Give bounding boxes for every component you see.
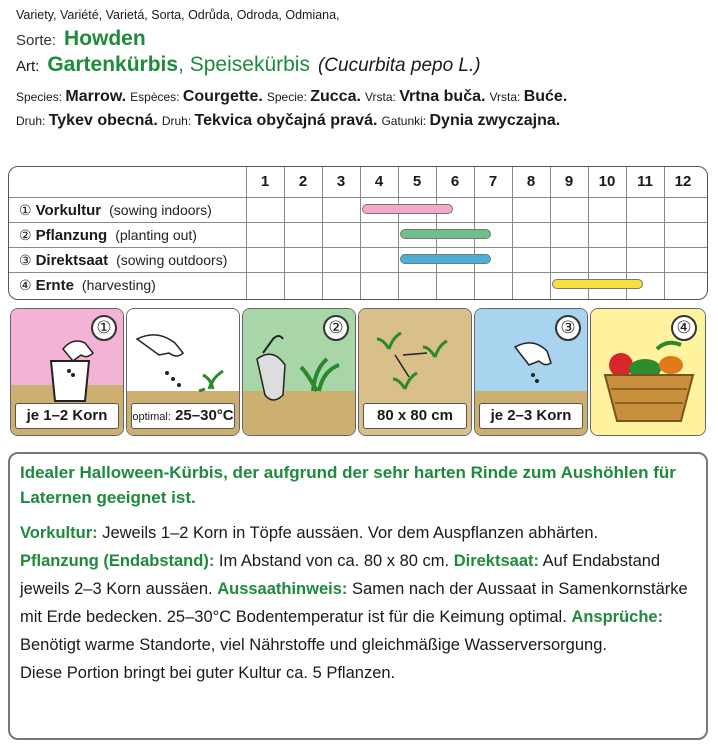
month-header: 5: [412, 173, 422, 190]
art-value-bold: Gartenkürbis: [47, 53, 179, 76]
month-header: 10: [598, 173, 616, 190]
species-value: Zucca.: [310, 88, 361, 105]
aussaat-text: Samen nach der Aussaat in Samenkornstärke mit Erde bedecken. 25–30°C Bodentemperatur ist für die Keimung optimal.: [20, 580, 688, 626]
step-translation: (sowing indoors): [109, 202, 212, 218]
calendar-row: [9, 247, 707, 272]
month-header: 12: [674, 173, 692, 190]
month-header: 9: [564, 173, 574, 190]
panel-2-caption: [131, 403, 235, 429]
direktsaat-text: Auf Endabstand jeweils 2–3 Korn aussäen.: [20, 552, 661, 598]
calendar-row: [9, 272, 707, 297]
art-latin: (Cucurbita pepo L.): [317, 55, 481, 76]
calendar-row: [9, 197, 707, 222]
panel-planting-out: [242, 308, 356, 436]
panel-1-caption: je 1–2 Korn: [15, 403, 119, 429]
sowing-calendar: [8, 166, 708, 300]
pflanzung-text: Im Abstand von ca. 80 x 80 cm.: [214, 552, 454, 570]
step-number: ①: [19, 202, 32, 218]
panel-4-caption: 80 x 80 cm: [363, 403, 467, 429]
aussaat-key: Aussaathinweis:: [217, 580, 348, 598]
species-value: Marrow.: [65, 88, 127, 105]
panel-harvest: [590, 308, 706, 436]
step-name: Ernte: [35, 277, 74, 294]
variety-line: Variety, Variété, Varietá, Sorta, Odrůda, Odroda, Odmiana,: [16, 8, 340, 22]
step-1-badge: ①: [91, 315, 117, 341]
step-translation: (planting out): [115, 227, 197, 243]
step-3-badge: ③: [555, 315, 581, 341]
species-value: Buće.: [523, 88, 568, 105]
info-text: [20, 519, 696, 687]
calendar-period-bar: [552, 279, 643, 289]
step-2-badge: ②: [323, 315, 349, 341]
sorte-label: Sorte:: [16, 32, 57, 49]
species-label: Druh:: [16, 114, 49, 128]
month-header: 1: [260, 173, 270, 190]
species-value: Courgette.: [182, 88, 263, 105]
art-label: Art:: [16, 58, 40, 75]
month-header: 7: [488, 173, 498, 190]
step-number: ③: [19, 252, 32, 268]
art-value-rest: , Speisekürbis: [178, 53, 310, 76]
calendar-row-label: [19, 275, 156, 296]
species-label: Espèces:: [130, 90, 183, 104]
step-translation: (sowing outdoors): [116, 252, 228, 268]
species-value: Tykev obecná.: [48, 112, 158, 129]
step-name: Vorkultur: [35, 202, 102, 219]
species-label: Druh:: [161, 114, 195, 128]
panel-2-caption-value: 25–30°C: [175, 407, 234, 424]
species-label: Species:: [16, 90, 66, 104]
art-row: [16, 52, 706, 80]
vorkultur-text: Jeweils 1–2 Korn in Töpfe aussäen. Vor dem Auspflanzen abhärten.: [97, 524, 599, 542]
calendar-row-label: [19, 225, 197, 246]
panel-5-caption: je 2–3 Korn: [479, 403, 583, 429]
step-number: ②: [19, 227, 32, 243]
species-value: Dynia zwyczajna.: [429, 112, 561, 129]
ansprueche-key: Ansprüche:: [571, 608, 664, 626]
step-number: ④: [19, 277, 32, 293]
step-name: Pflanzung: [35, 227, 108, 244]
instruction-panels: [10, 308, 708, 438]
calendar-period-bar: [400, 254, 491, 264]
species-label: Vrsta:: [364, 90, 400, 104]
sorte-row: [16, 28, 706, 52]
species-line-2: [16, 110, 706, 132]
step-translation: (harvesting): [81, 277, 156, 293]
panel-spacing: [358, 308, 472, 436]
species-value: Tekvica obyčajná pravá.: [194, 112, 378, 129]
panel-sowing-outdoors: [474, 308, 588, 436]
ansprueche-text: Benötigt warme Standorte, viel Nährstoffe und gleichmäßige Wasserversorgung.: [20, 636, 607, 654]
calendar-row-label: [19, 250, 227, 271]
month-header: 11: [637, 173, 653, 190]
pflanzung-key: Pflanzung (Endabstand):: [20, 552, 215, 570]
month-header: 2: [298, 173, 308, 190]
panel-2-caption-small: optimal:: [132, 411, 171, 423]
species-label: Gatunki:: [381, 114, 430, 128]
panel-sowing-indoors: [10, 308, 124, 436]
species-value: Vrtna buča.: [399, 88, 486, 105]
step-name: Direktsaat: [35, 252, 109, 269]
species-label: Specie:: [266, 90, 311, 104]
header: [16, 8, 706, 132]
step-4-badge: ④: [671, 315, 697, 341]
info-headline: Idealer Halloween-Kürbis, der aufgrund der sehr harten Rinde zum Aushöhlen für Laternen geeignet ist.: [20, 463, 676, 507]
calendar-row-label: [19, 200, 212, 221]
species-line-1: [16, 86, 706, 108]
month-header: 4: [374, 173, 384, 190]
info-box: [8, 452, 708, 740]
art-value: [47, 52, 310, 78]
calendar-period-bar: [362, 204, 453, 214]
calendar-period-bar: [400, 229, 491, 239]
month-header: 6: [450, 173, 460, 190]
calendar-row: [9, 222, 707, 247]
sorte-value: Howden: [64, 27, 146, 50]
month-header: 8: [526, 173, 536, 190]
month-header: 3: [336, 173, 346, 190]
direktsaat-key: Direktsaat:: [453, 552, 539, 570]
panel-seed-temperature: [126, 308, 240, 436]
species-label: Vrsta:: [489, 90, 524, 104]
vorkultur-key: Vorkultur:: [20, 524, 98, 542]
portion-text: Diese Portion bringt bei guter Kultur ca. 5 Pflanzen.: [20, 664, 396, 682]
